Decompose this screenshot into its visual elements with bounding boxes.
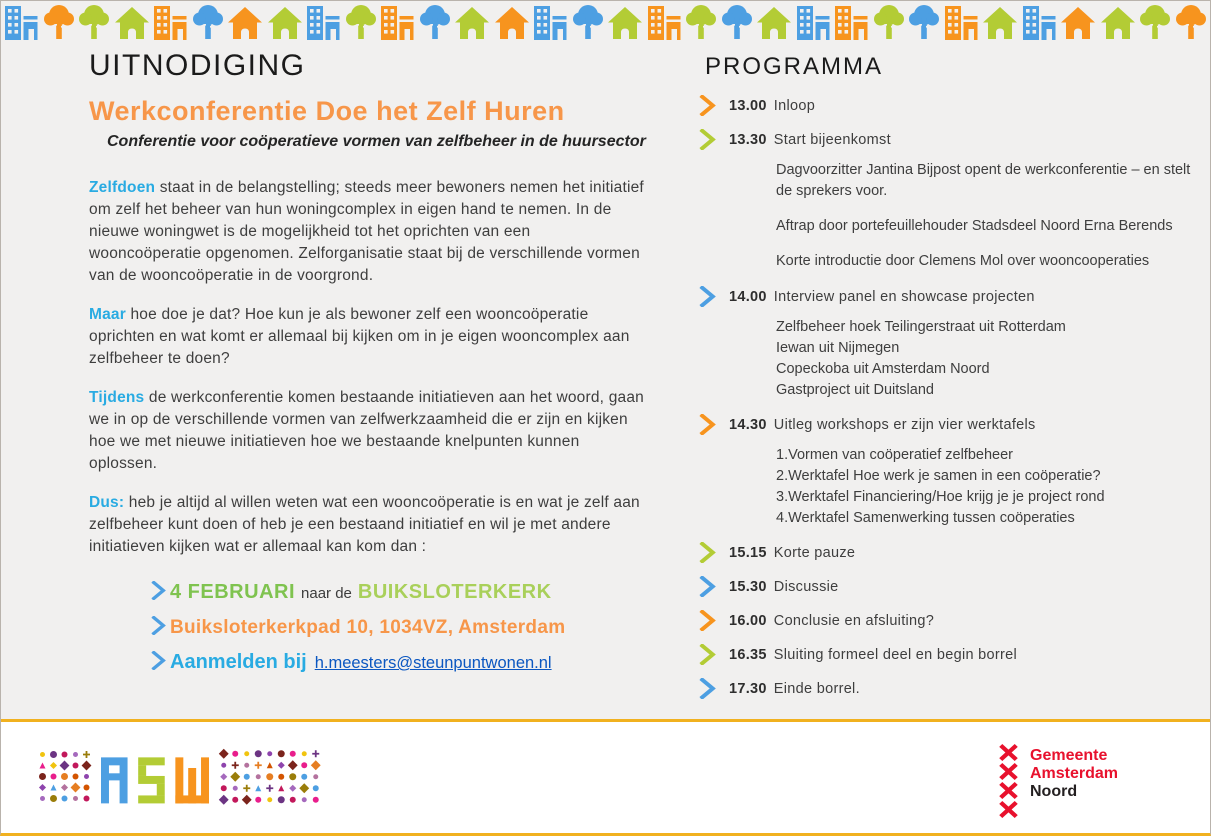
venue-address: Buiksloterkerkpad 10, 1034VZ, Amsterdam xyxy=(170,617,566,638)
item-label: Interview panel en showcase projecten xyxy=(773,288,1035,305)
item-time: 15.30 xyxy=(729,578,767,595)
schedule-sub-item: Dagvoorzitter Jantina Bijpost opent de werkconferentie – en stelt de sprekers voor. xyxy=(776,162,1191,199)
tree-icon xyxy=(872,3,906,45)
chevron-right-icon xyxy=(699,610,729,631)
chevron-right-icon xyxy=(699,286,729,307)
item-label: Start bijeenkomst xyxy=(773,131,891,148)
asw-dot-pattern-right xyxy=(218,748,322,811)
invitation-title: UITNODIGING xyxy=(89,49,306,82)
tree-icon xyxy=(418,3,452,45)
building-icon xyxy=(833,3,870,45)
schedule-sub-item: Aftrap door portefeuillehouder Stadsdeel Noord Erna Berends xyxy=(776,218,1173,234)
intro-paragraphs xyxy=(89,177,647,558)
building-icon xyxy=(646,3,683,45)
programma-column xyxy=(699,53,1204,712)
tree-icon xyxy=(907,3,941,45)
house-icon xyxy=(981,3,1019,45)
chevron-right-icon xyxy=(699,129,729,150)
item-label: Korte pauze xyxy=(773,544,856,561)
building-icon xyxy=(1021,3,1058,45)
intro-paragraph: Zelfdoen staat in de belangstelling; steeds meer bewoners nemen het initiatief om zelf het beheer van hun woningcomplex in eigen hand te nemen. In de nieuwe woningwet is de mogelijkheid tot het oprichten van een wooncoöperatie opgenomen. Zelforganisatie staat bij de verschillende vormen van de wooncoöperatie in de voorgrond. xyxy=(89,179,644,284)
item-label: Uitleg workshops er zijn vier werktafels xyxy=(773,416,1036,433)
event-tagline: Conferentie voor coöperatieve vormen van zelfbeheer in de huursector xyxy=(107,133,646,150)
schedule-sub-item: Zelfbeheer hoek Teilingerstraat uit Rotterdam xyxy=(776,319,1066,335)
item-label: Sluiting formeel deel en begin borrel xyxy=(773,646,1018,663)
item-label: Discussie xyxy=(773,578,839,595)
house-icon xyxy=(1099,3,1137,45)
building-icon xyxy=(152,3,189,45)
gemeente-line: Gemeente xyxy=(1030,747,1108,764)
item-time: 17.30 xyxy=(729,680,767,697)
building-icon xyxy=(305,3,342,45)
chevron-right-icon xyxy=(151,581,166,605)
chevron-right-icon xyxy=(699,678,729,699)
item-label: Inloop xyxy=(773,97,816,114)
schedule-sub-item: Iewan uit Nijmegen xyxy=(776,340,900,356)
schedule-sub-item: Korte introductie door Clemens Mol over wooncooperaties xyxy=(776,253,1150,269)
schedule-item xyxy=(699,610,1204,631)
schedule-item xyxy=(699,95,1204,116)
intro-paragraph: Tijdens de werkconferentie komen bestaande initiatieven aan het woord, gaan we in op de verschillende vormen van zelfwerkzaamheid die er zijn en kijken hoe we met nieuwe initiatieven hoe we bestaande knelpunten kunnen oplossen. xyxy=(89,389,644,472)
house-icon xyxy=(453,3,491,45)
tree-icon xyxy=(720,3,754,45)
gemeente-line: Noord xyxy=(1030,783,1078,800)
item-time: 16.35 xyxy=(729,646,767,663)
tree-icon xyxy=(684,3,718,45)
item-label: Einde borrel. xyxy=(773,680,860,697)
asw-logo xyxy=(37,748,322,811)
tree-icon xyxy=(191,3,225,45)
tree-icon xyxy=(42,3,76,45)
item-time: 15.15 xyxy=(729,544,767,561)
asw-dot-pattern-left xyxy=(37,749,92,809)
tree-icon xyxy=(344,3,378,45)
tree-icon xyxy=(1174,3,1208,45)
schedule-list xyxy=(699,95,1204,699)
building-icon xyxy=(3,3,40,45)
item-time: 14.00 xyxy=(729,288,767,305)
programma-title: PROGRAMMA xyxy=(705,53,884,80)
item-time: 13.00 xyxy=(729,97,767,114)
intro-paragraph: Dus: heb je altijd al willen weten wat een wooncoöperatie is en wat je zelf aan zelfbeheer kunt doen of heb je een bestaand initiatief en wil je met andere initiatieven kijken wat er allemaal kan kom dan : xyxy=(89,494,640,555)
asw-letters xyxy=(101,752,209,807)
left-column xyxy=(89,49,647,684)
schedule-sub-item: Gastproject uit Duitsland xyxy=(776,382,934,398)
andreas-cross-icon xyxy=(999,801,1018,818)
schedule-item xyxy=(699,644,1204,665)
chevron-right-icon xyxy=(699,542,729,563)
gemeente-amsterdam-noord-logo xyxy=(999,744,1118,818)
cta-signup-line xyxy=(151,649,647,674)
item-time: 14.30 xyxy=(729,416,767,433)
chevron-right-icon xyxy=(699,576,729,597)
signup-label: Aanmelden bij xyxy=(170,651,307,673)
schedule-sub-item: Copeckoba uit Amsterdam Noord xyxy=(776,361,990,377)
chevron-right-icon xyxy=(699,644,729,665)
paragraph-lead-word: Maar xyxy=(89,306,126,323)
gemeente-wordmark xyxy=(1030,744,1118,818)
schedule-item xyxy=(699,414,1204,529)
schedule-sub-item: 3.Werktafel Financiering/Hoe krijg je je project rond xyxy=(776,489,1105,505)
house-icon xyxy=(226,3,264,45)
schedule-sub-item: 2.Werktafel Hoe werk je samen in een coöperatie? xyxy=(776,468,1101,484)
chevron-right-icon xyxy=(699,95,729,116)
schedule-item xyxy=(699,576,1204,597)
paragraph-lead-word: Zelfdoen xyxy=(89,179,156,196)
andreas-cross-icon xyxy=(999,763,1018,780)
house-icon xyxy=(113,3,151,45)
schedule-sub-item: 4.Werktafel Samenwerking tussen coöperaties xyxy=(776,510,1075,526)
house-icon xyxy=(493,3,531,45)
paragraph-lead-word: Dus: xyxy=(89,494,125,511)
house-icon xyxy=(606,3,644,45)
andreas-crosses-icon xyxy=(999,744,1018,818)
event-venue: BUIKSLOTERKERK xyxy=(357,581,552,603)
andreas-cross-icon xyxy=(999,744,1018,761)
cta-date-line xyxy=(151,579,647,604)
event-title: Werkconferentie Doe het Zelf Huren xyxy=(89,96,565,126)
chevron-right-icon xyxy=(151,616,166,640)
building-icon xyxy=(532,3,569,45)
schedule-sub-item: 1.Vormen van coöperatief zelfbeheer xyxy=(776,447,1013,463)
tree-icon xyxy=(571,3,605,45)
item-time: 16.00 xyxy=(729,612,767,629)
cta-address-line xyxy=(151,614,647,639)
gemeente-line: Amsterdam xyxy=(1030,765,1119,782)
building-icon xyxy=(943,3,980,45)
top-icon-border xyxy=(3,3,1208,45)
andreas-cross-icon xyxy=(999,782,1018,799)
chevron-right-icon xyxy=(151,651,166,675)
item-time: 13.30 xyxy=(729,131,767,148)
paragraph-lead-word: Tijdens xyxy=(89,389,145,406)
house-icon xyxy=(755,3,793,45)
date-connector-text: naar de xyxy=(301,585,352,602)
intro-paragraph: Maar hoe doe je dat? Hoe kun je als bewoner zelf een wooncoöperatie oprichten en wat komt er allemaal bij kijken om in je eigen wooncomplex aan zelfbeheer te doen? xyxy=(89,306,630,367)
schedule-item xyxy=(699,678,1204,699)
chevron-right-icon xyxy=(699,414,729,435)
tree-icon xyxy=(1138,3,1172,45)
event-date: 4 FEBRUARI xyxy=(170,581,296,603)
building-icon xyxy=(379,3,416,45)
cta-block xyxy=(151,579,647,674)
house-icon xyxy=(1059,3,1097,45)
item-label: Conclusie en afsluiting? xyxy=(773,612,935,629)
schedule-item xyxy=(699,286,1204,401)
footer xyxy=(1,722,1210,833)
house-icon xyxy=(266,3,304,45)
building-icon xyxy=(795,3,832,45)
schedule-item xyxy=(699,542,1204,563)
schedule-item xyxy=(699,129,1204,272)
signup-email-link[interactable]: h.meesters@steunpuntwonen.nl xyxy=(314,654,552,672)
tree-icon xyxy=(77,3,111,45)
